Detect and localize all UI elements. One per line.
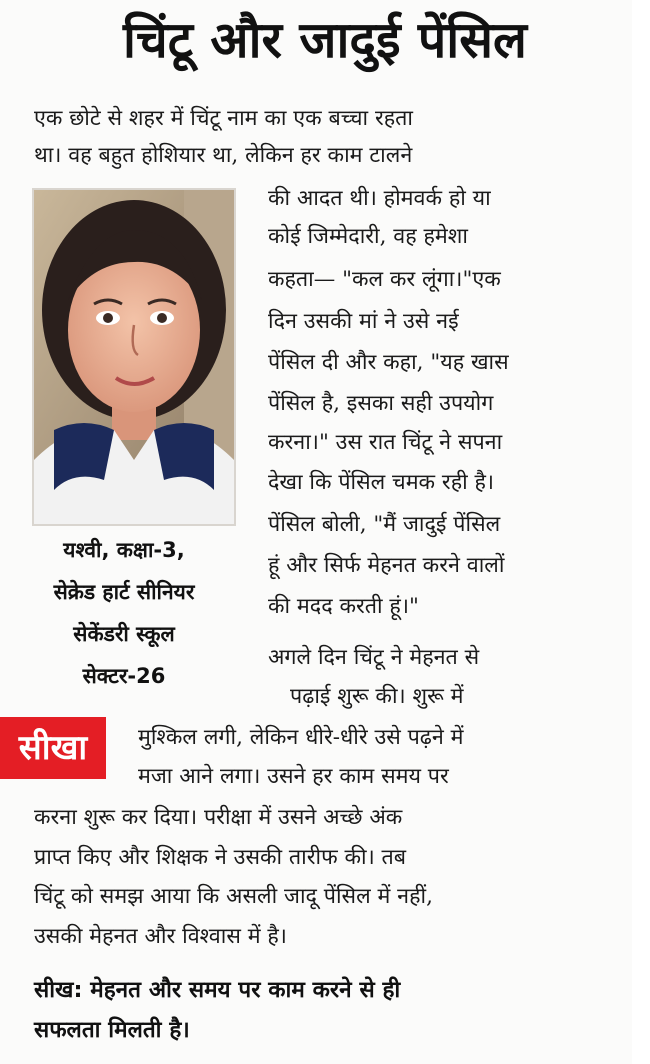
author-caption-line-3: सेकेंडरी स्कूल (73, 622, 175, 646)
body-line-17: मजा आने लगा। उसने हर काम समय पर (138, 764, 449, 789)
girl-portrait-image (34, 190, 234, 524)
body-line-3: की आदत थी। होमवर्क हो या (268, 186, 491, 211)
moral-line-1: सीख: मेहनत और समय पर काम करने से ही (34, 977, 401, 1003)
sikha-badge: सीखा (0, 717, 106, 779)
body-line-16: मुश्किल लगी, लेकिन धीरे-धीरे उसे पढ़ने में (138, 725, 464, 750)
body-line-13: की मदद करती हूं।" (268, 594, 419, 619)
page-margin (632, 0, 650, 1064)
body-line-2: था। वह बहुत होशियार था, लेकिन हर काम टालने (34, 143, 413, 168)
body-line-5: कहता— "कल कर लूंगा।"एक (268, 267, 501, 292)
body-line-15: पढ़ाई शुरू की। शुरू में (290, 684, 464, 709)
article-title: चिंटू और जादुई पेंसिल (123, 11, 527, 69)
body-line-12: हूं और सिर्फ मेहनत करने वालों (268, 553, 505, 578)
body-line-1: एक छोटे से शहर में चिंटू नाम का एक बच्चा रहता (34, 106, 413, 131)
body-line-7: पेंसिल दी और कहा, "यह खास (268, 350, 509, 375)
moral-line-2: सफलता मिलती है। (34, 1017, 190, 1043)
body-line-19: प्राप्त किए और शिक्षक ने उसकी तारीफ की। तब (34, 845, 407, 870)
body-line-9: करना।" उस रात चिंटू ने सपना (268, 430, 503, 455)
body-line-6: दिन उसकी मां ने उसे नई (268, 309, 459, 334)
body-line-14: अगले दिन चिंटू ने मेहनत से (268, 645, 480, 670)
author-caption-line-4: सेक्टर-26 (82, 664, 166, 688)
author-photo (32, 188, 236, 526)
body-line-18: करना शुरू कर दिया। परीक्षा में उसने अच्छे अंक (34, 805, 403, 830)
body-line-11: पेंसिल बोली, "मैं जादुई पेंसिल (268, 512, 501, 537)
body-line-4: कोई जिम्मेदारी, वह हमेशा (268, 224, 468, 249)
body-line-8: पेंसिल है, इसका सही उपयोग (268, 391, 494, 416)
author-caption-line-2: सेक्रेड हार्ट सीनियर (53, 580, 195, 604)
body-line-20: चिंटू को समझ आया कि असली जादू पेंसिल में नहीं, (34, 884, 433, 909)
author-caption-line-1: यश्वी, कक्षा-3, (63, 538, 185, 562)
body-line-10: देखा कि पेंसिल चमक रही है। (268, 470, 495, 495)
body-line-21: उसकी मेहनत और विश्वास में है। (34, 924, 287, 949)
